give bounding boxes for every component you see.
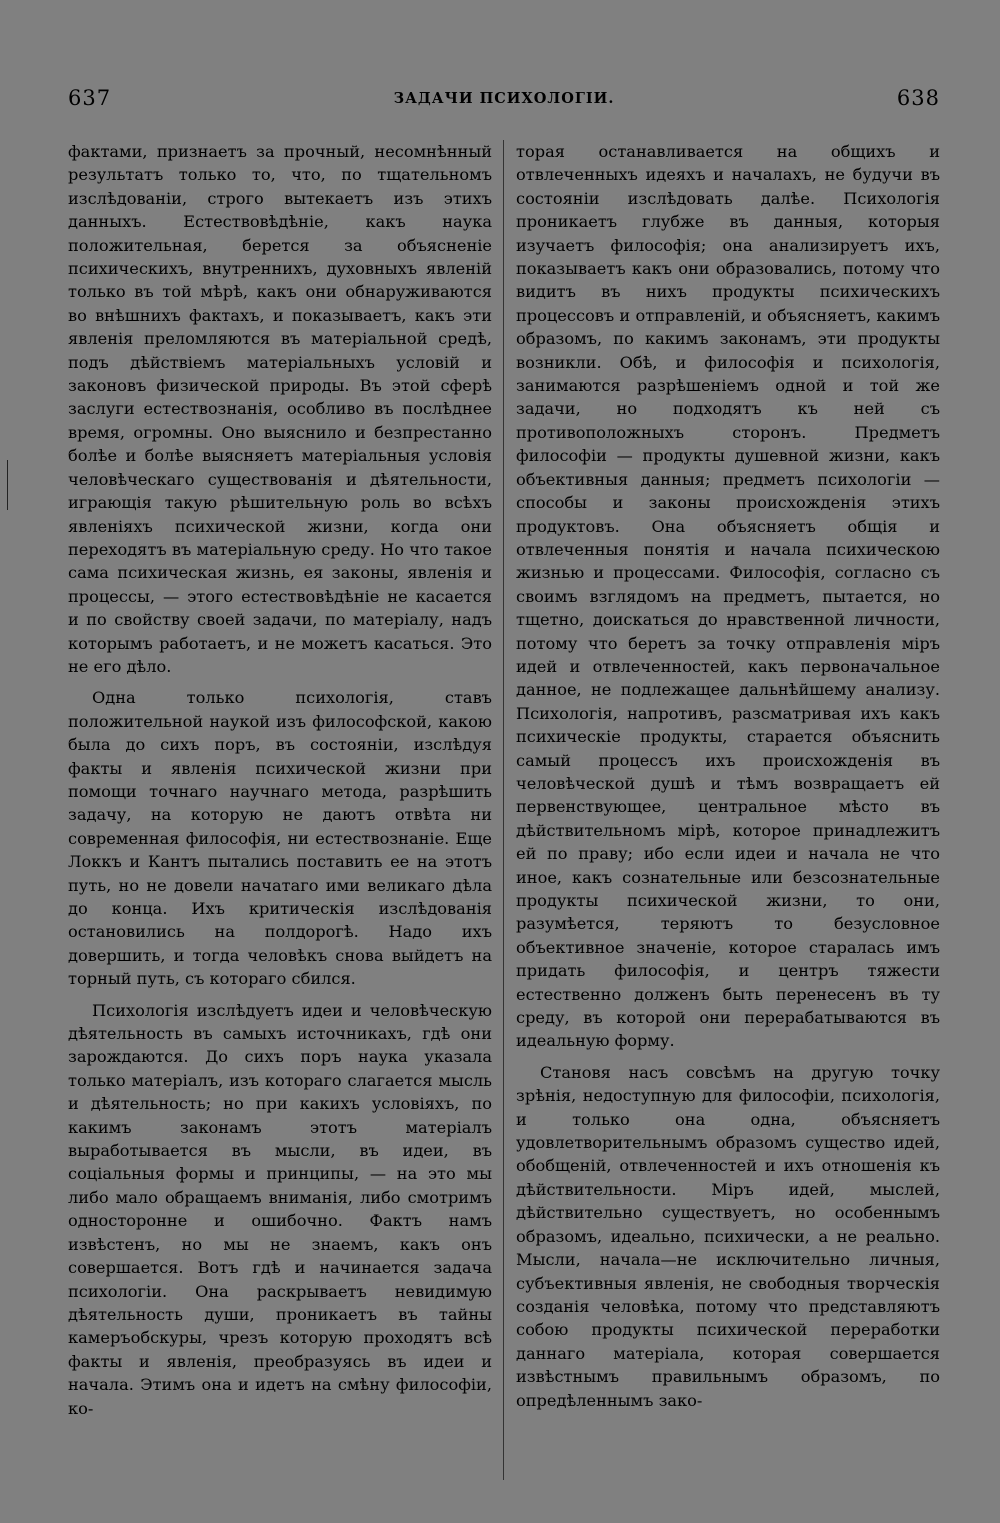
page-header	[68, 86, 940, 116]
paragraph: фактами, признаетъ за прочный, несомнѣнный результатъ только то, что, по тщательномъ изслѣдованіи, строго вытекаетъ изъ этихъ данныхъ. Естествовѣдѣніе, какъ наука положительная, берется за объясненіе психическихъ, внутреннихъ, духовныхъ явленій только въ той мѣрѣ, какъ они обнаруживаются во внѣшнихъ фактахъ, и показываетъ, какъ эти явленія преломляются въ матеріальной средѣ, подъ дѣйствіемъ матеріальныхъ условій и законовъ физической природы. Въ этой сферѣ заслуги естествознанія, особливо въ послѣднее время, огромны. Оно выяснило и безпрестанно болѣе и болѣе выясняетъ матеріальныя условія человѣческаго существованія и дѣятельности, играющія такую рѣшительную роль во всѣхъ явленіяхъ психической жизни, когда они переходятъ въ матеріальную среду. Но что такое сама психическая жизнь, ея законы, явленія и процессы, — этого естествовѣдѣніе не касается и по свойству своей задачи, по матеріалу, надъ которымъ работаетъ, и не можетъ касаться. Это не его дѣло.	[68, 142, 492, 676]
paragraph: Становя насъ совсѣмъ на другую точку зрѣнія, недоступную для философіи, психологія, и только она одна, объясняетъ удовлетворительнымъ образомъ существо идей, обобщеній, отвлеченностей и ихъ отношенія къ дѣйствительности. Міръ идей, мыслей, дѣйствительно существуетъ, но особеннымъ образомъ, идеально, психически, а не реально. Мысли, начала—не исключительно личныя, субъективныя явленія, не свободныя творческія созданія человѣка, потому что представляютъ собою продукты психической переработки даннаго матеріала, которая совершается извѣстнымъ правильнымъ образомъ, по опредѣленнымъ зако-	[516, 1062, 940, 1410]
page-number-right: 638	[896, 86, 940, 110]
right-column	[516, 140, 940, 1420]
paragraph: Психологія изслѣдуетъ идеи и человѣческую дѣятельность въ самыхъ источникахъ, гдѣ они зарождаются. До сихъ поръ наука указала только матеріалъ, изъ котораго слагается мысль и дѣятельность; но при какихъ условіяхъ, по какимъ законамъ этотъ матеріалъ выработывается въ мысли, въ идеи, въ соціальныя формы и принципы, — на это мы либо мало обращаемъ вниманія, либо смотримъ односторонне и ошибочно. Фактъ намъ извѣстенъ, но мы не знаемъ, какъ онъ совершается. Вотъ гдѣ и начинается задача психологіи. Она раскрываетъ невидимую дѣятельность души, проникаетъ въ тайны камеръобскуры, чрезъ которую проходятъ всѣ факты и явленія, преобразуясь въ идеи и начала. Этимъ она и идетъ на смѣну философіи, ко-	[68, 1000, 492, 1418]
page-number-left: 637	[68, 86, 112, 110]
margin-mark	[7, 460, 8, 510]
paragraph: торая останавливается на общихъ и отвлеченныхъ идеяхъ и началахъ, не будучи въ состояніи изслѣдовать далѣе. Психологія проникаетъ глубже въ данныя, которыя изучаетъ философія; она анализируетъ ихъ, показываетъ какъ они образовались, потому что видитъ въ нихъ продукты психическихъ процессовъ и отправленій, и объясняетъ, какимъ образомъ, по какимъ законамъ, эти продукты возникли. Обѣ, и философія и психологія, занимаются разрѣшеніемъ одной и той же задачи, но подходятъ къ ней съ противоположныхъ сторонъ. Предметъ философіи — продукты душевной жизни, какъ объективныя данныя; предметъ психологіи — способы и законы происхожденія этихъ продуктовъ. Она объясняетъ общія и отвлеченныя понятія и начала психическою жизнью и процессами. Философія, согласно съ своимъ взглядомъ на предметъ, пытается, но тщетно, доискаться до нравственной личности, потому что беретъ за точку отправленія міръ идей и отвлеченностей, какъ первоначальное данное, не подлежащее дальнѣйшему анализу. Психологія, напротивъ, разсматривая ихъ какъ психическіе продукты, старается объяснить самый процессъ ихъ происхожденія въ человѣческой душѣ и тѣмъ возвращаетъ ей первенствующее, центральное мѣсто въ дѣйствительномъ мірѣ, которое принадлежитъ ей по праву; ибо если идеи и начала не что иное, какъ сознательные или безсознательные продукты психической жизни, то они, разумѣется, теряютъ то безусловное объективное значеніе, которое старалась имъ придать философія, и центръ тяжести естественно долженъ быть перенесенъ въ ту среду, въ которой они перерабатываются въ идеальную форму.	[516, 142, 940, 1051]
running-title: ЗАДАЧИ ПСИХОЛОГІИ.	[393, 90, 615, 107]
left-column	[68, 140, 492, 1428]
column-divider	[503, 140, 504, 1480]
paragraph: Одна только психологія, ставъ положительной наукой изъ философской, какою была до сихъ поръ, въ состояніи, изслѣдуя факты и явленія психической жизни при помощи точнаго научнаго метода, разрѣшить задачу, на которую не даютъ отвѣта ни современная философія, ни естествознаніе. Еще Локкъ и Кантъ пытались поставить ее на этотъ путь, но не довели начатаго ими великаго дѣла до конца. Ихъ критическія изслѣдованія остановились на полдорогѣ. Надо ихъ довершить, и тогда человѣкъ снова выйдетъ на торный путь, съ котораго сбился.	[68, 688, 492, 989]
